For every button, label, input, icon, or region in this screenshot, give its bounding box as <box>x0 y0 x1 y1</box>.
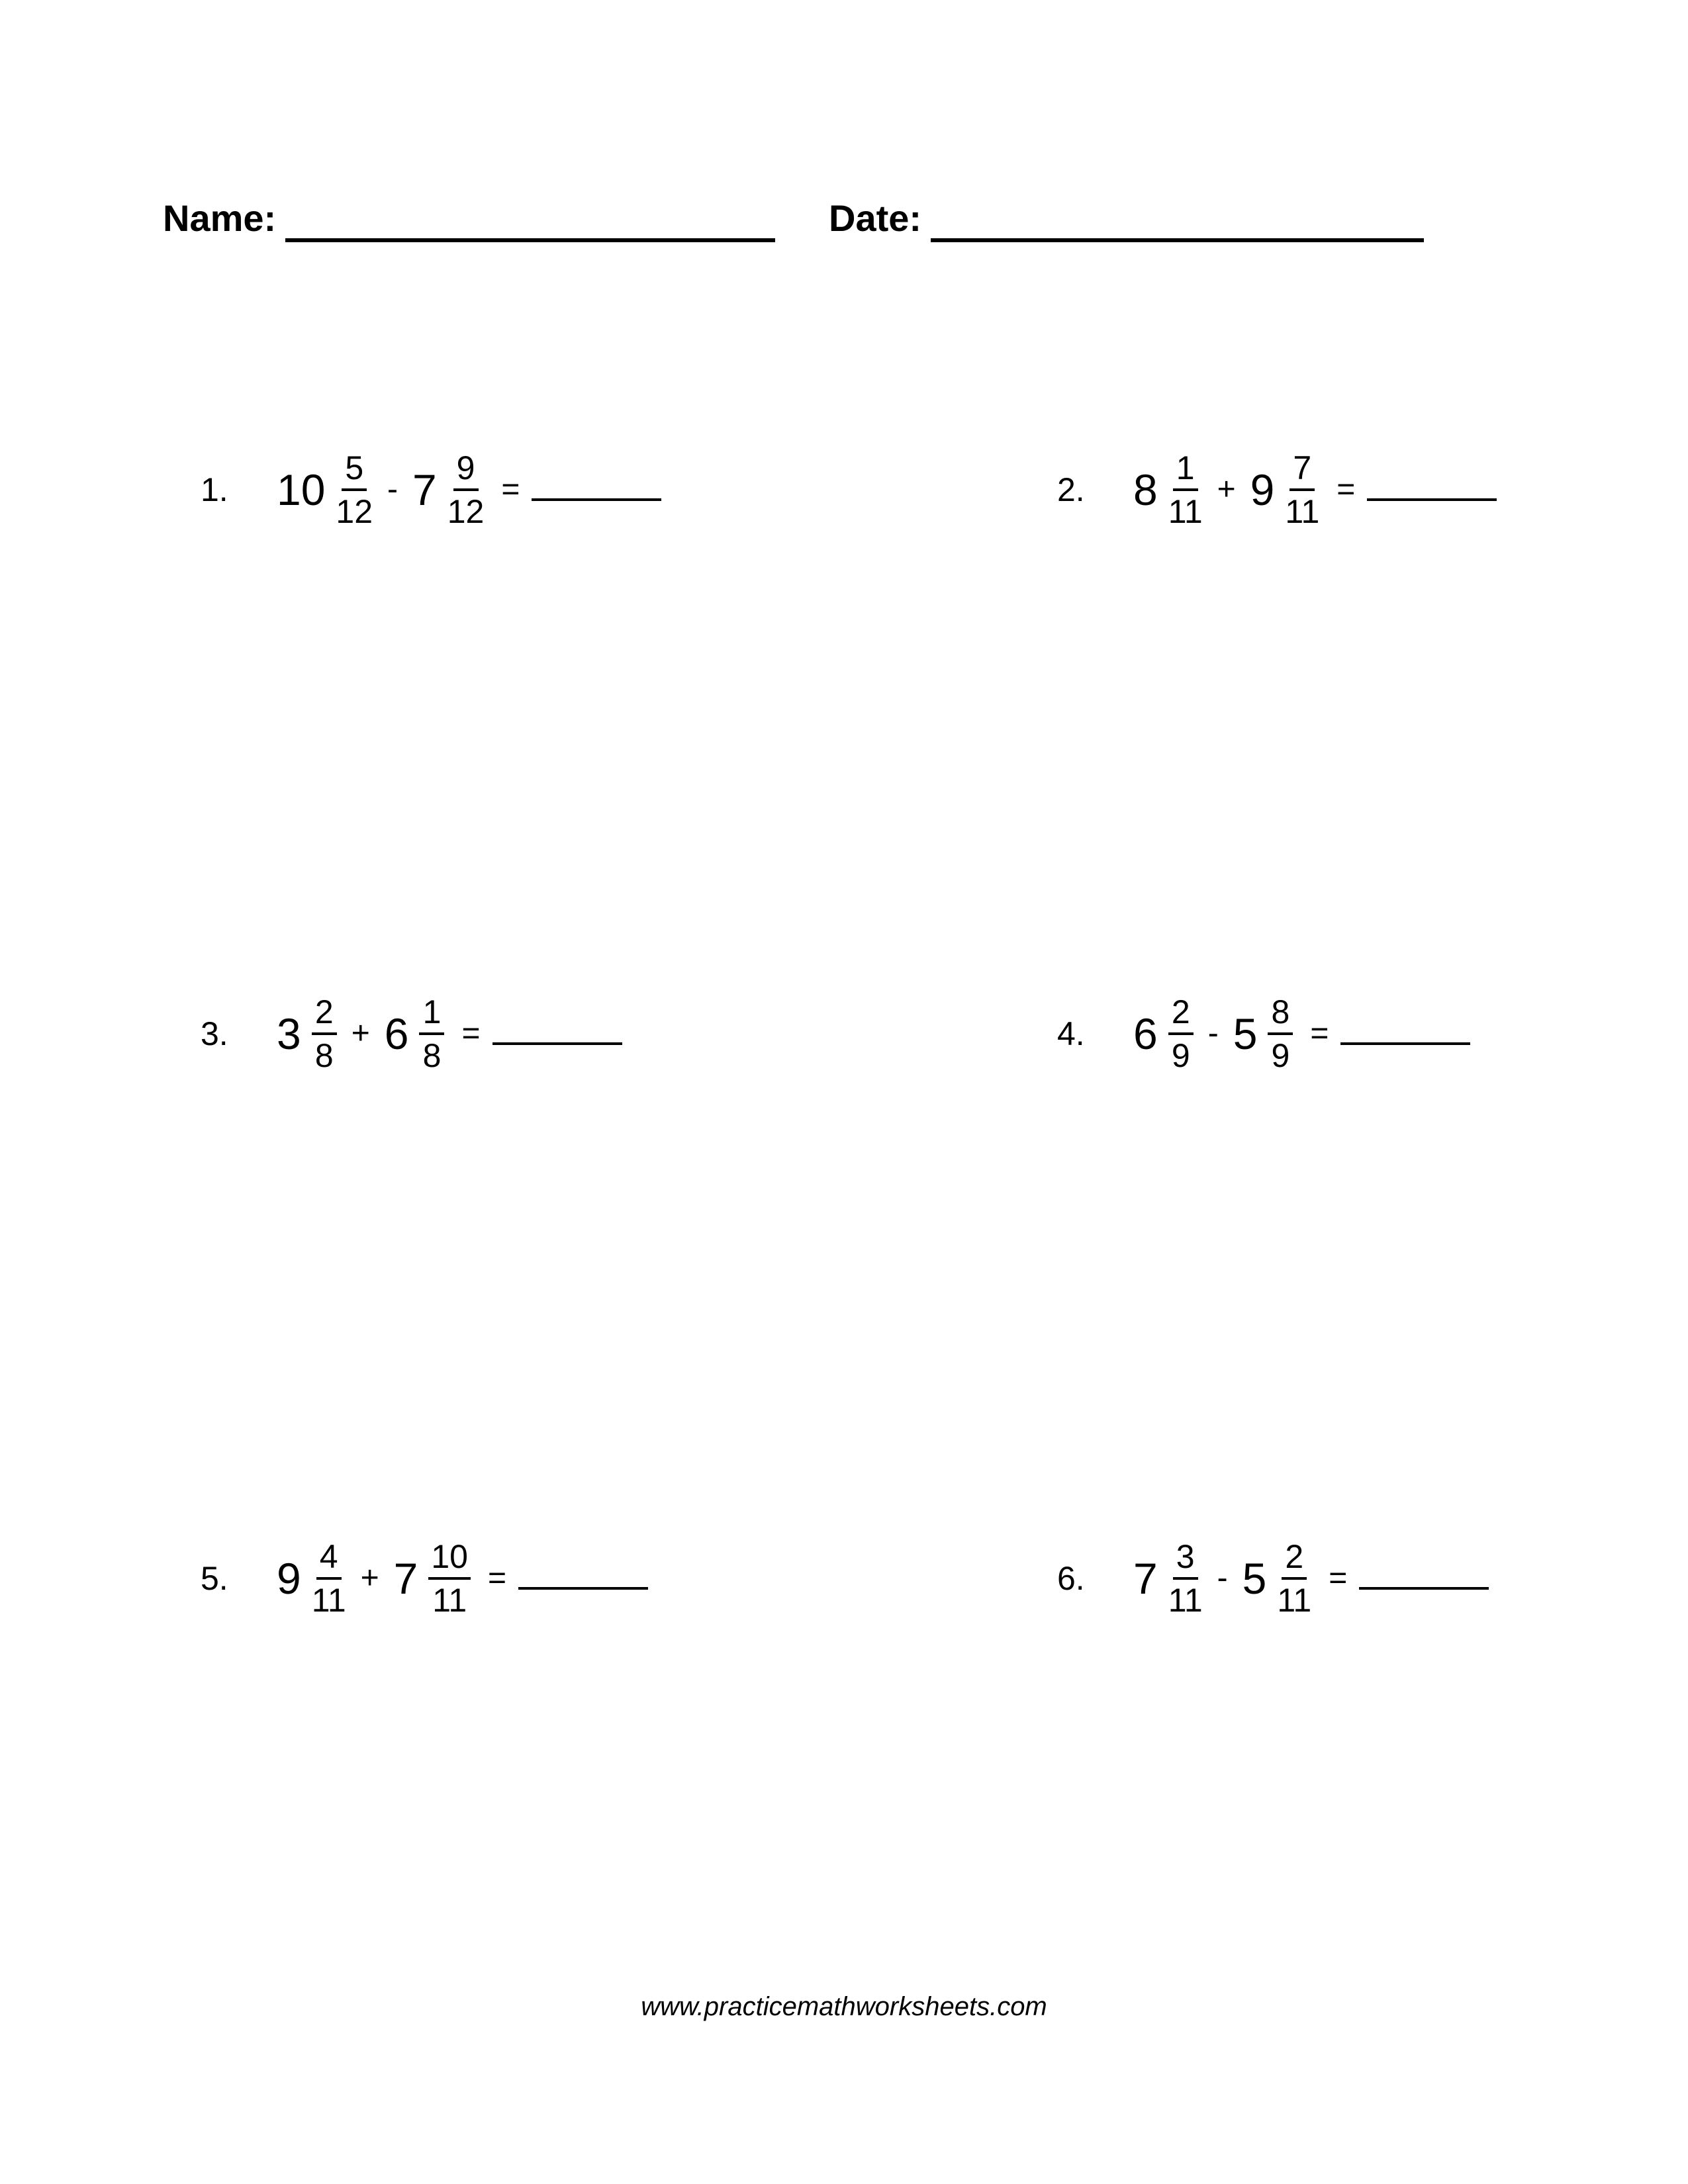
denominator-1: 11 <box>311 1582 346 1619</box>
denominator-2: 11 <box>1277 1582 1312 1619</box>
fraction-2 <box>1277 1540 1311 1617</box>
answer-blank[interactable] <box>518 1587 648 1590</box>
whole-number-1: 9 <box>277 1554 301 1603</box>
whole-number-1: 7 <box>1133 1554 1158 1603</box>
denominator-1: 11 <box>1168 1582 1203 1619</box>
numerator-1: 4 <box>316 1540 342 1580</box>
whole-number-1: 3 <box>277 1009 301 1058</box>
numerator-1: 5 <box>342 451 367 491</box>
name-label: Name: <box>163 197 277 239</box>
fraction-2 <box>428 1540 471 1617</box>
problem-number: 5. <box>201 1560 228 1597</box>
problem-number: 1. <box>201 471 228 508</box>
denominator-2: 8 <box>422 1037 442 1074</box>
whole-number-1: 10 <box>277 465 326 514</box>
whole-number-1: 6 <box>1133 1009 1158 1058</box>
denominator-2: 12 <box>447 493 485 530</box>
denominator-1: 11 <box>1168 493 1203 530</box>
equals-sign: = <box>501 472 520 507</box>
problem-3 <box>201 987 622 1080</box>
fraction-1 <box>312 1540 346 1617</box>
date-field <box>829 197 1424 245</box>
denominator-2: 9 <box>1271 1037 1290 1074</box>
numerator-1: 2 <box>312 995 337 1035</box>
equals-sign: = <box>461 1016 481 1051</box>
answer-blank[interactable] <box>1359 1587 1489 1590</box>
denominator-1: 8 <box>314 1037 334 1074</box>
whole-number-1: 8 <box>1133 465 1158 514</box>
date-label: Date: <box>829 197 922 239</box>
numerator-2: 8 <box>1268 995 1293 1035</box>
name-field <box>163 197 775 245</box>
operator: + <box>360 1561 379 1596</box>
problem-4 <box>1057 987 1470 1080</box>
whole-number-2: 5 <box>1233 1009 1258 1058</box>
numerator-1: 1 <box>1173 451 1198 491</box>
problem-number: 3. <box>201 1015 228 1052</box>
whole-number-2: 7 <box>393 1554 418 1603</box>
fraction-2 <box>1285 451 1319 528</box>
fraction-1 <box>1168 995 1194 1072</box>
whole-number-2: 5 <box>1242 1554 1267 1603</box>
denominator-2: 11 <box>1285 493 1320 530</box>
fraction-1 <box>1168 1540 1203 1617</box>
denominator-2: 11 <box>432 1582 467 1619</box>
operator: + <box>1217 472 1236 507</box>
numerator-2: 1 <box>419 995 444 1035</box>
whole-number-2: 6 <box>384 1009 409 1058</box>
numerator-2: 2 <box>1282 1540 1307 1580</box>
fraction-1 <box>1168 451 1203 528</box>
problem-6 <box>1057 1532 1489 1625</box>
operator: + <box>351 1016 370 1051</box>
fraction-2 <box>447 451 485 528</box>
answer-blank[interactable] <box>532 498 661 501</box>
operator: - <box>1207 1016 1219 1051</box>
numerator-2: 7 <box>1289 451 1315 491</box>
fraction-1 <box>336 451 373 528</box>
numerator-1: 2 <box>1168 995 1194 1035</box>
equals-sign: = <box>1310 1016 1329 1051</box>
denominator-1: 9 <box>1171 1037 1190 1074</box>
problem-number: 6. <box>1057 1560 1085 1597</box>
whole-number-2: 7 <box>412 465 437 514</box>
equals-sign: = <box>1329 1561 1348 1596</box>
whole-number-2: 9 <box>1250 465 1275 514</box>
problem-5 <box>201 1532 648 1625</box>
operator: - <box>1217 1561 1228 1596</box>
numerator-2: 10 <box>428 1540 471 1580</box>
name-blank[interactable] <box>285 238 775 242</box>
problem-2 <box>1057 443 1497 536</box>
numerator-2: 9 <box>453 451 479 491</box>
fraction-2 <box>1268 995 1293 1072</box>
problem-number: 2. <box>1057 471 1085 508</box>
answer-blank[interactable] <box>492 1042 622 1045</box>
equals-sign: = <box>488 1561 507 1596</box>
answer-blank[interactable] <box>1340 1042 1470 1045</box>
numerator-1: 3 <box>1173 1540 1198 1580</box>
footer-url: www.practicemathworksheets.com <box>641 1992 1047 2021</box>
operator: - <box>387 472 399 507</box>
answer-blank[interactable] <box>1367 498 1497 501</box>
problem-1 <box>201 443 661 536</box>
problem-number: 4. <box>1057 1015 1085 1052</box>
equals-sign: = <box>1336 472 1356 507</box>
denominator-1: 12 <box>336 493 373 530</box>
fraction-2 <box>419 995 444 1072</box>
fraction-1 <box>312 995 337 1072</box>
date-blank[interactable] <box>931 238 1424 242</box>
